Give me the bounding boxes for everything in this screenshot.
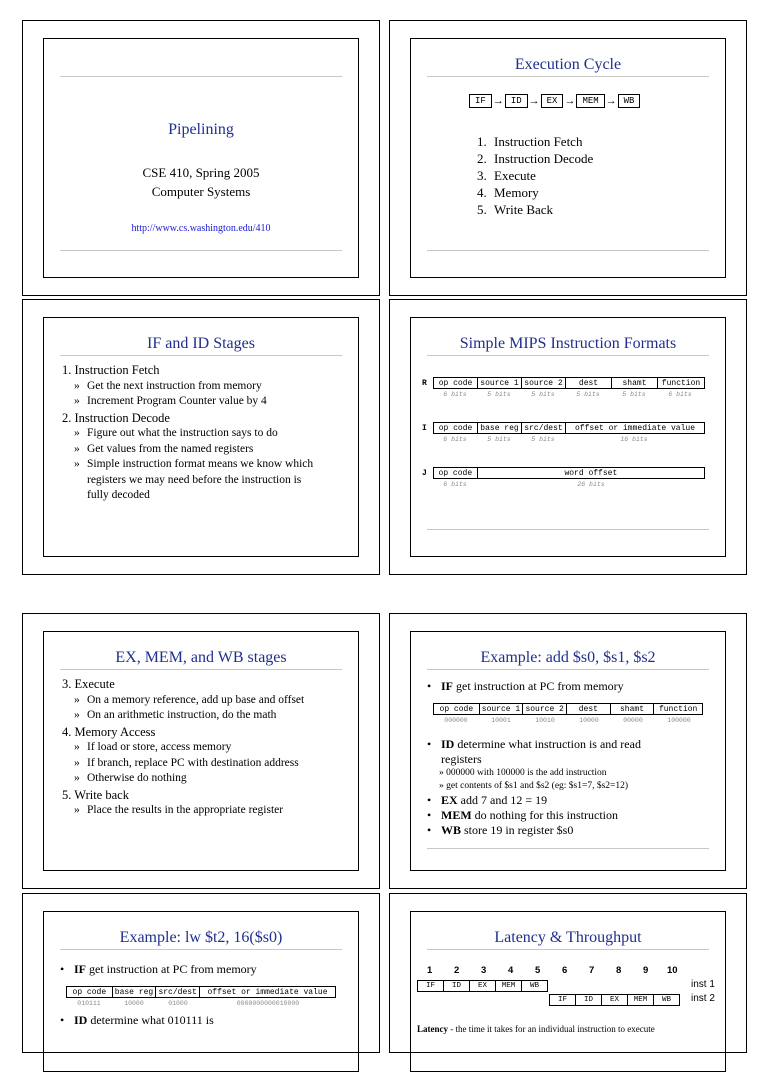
- slide-if-id-stages: [22, 299, 380, 575]
- stage-cell: WB: [653, 994, 680, 1006]
- stage-list: [477, 133, 593, 218]
- slide-frame: [410, 317, 726, 557]
- slide-title: IF and ID Stages: [147, 335, 255, 352]
- stage-box: ID: [505, 94, 528, 108]
- stage-box: MEM: [576, 94, 604, 108]
- stage-cell: MEM: [495, 980, 522, 992]
- field-cell: source 1: [478, 378, 522, 388]
- stage-box: IF: [469, 94, 492, 108]
- inst1-label: inst 1: [691, 979, 715, 990]
- slide-title: Example: add $s0, $s1, $s2: [480, 649, 656, 666]
- divider: [427, 250, 709, 251]
- stage-box: WB: [618, 94, 641, 108]
- field-cell: offset or immediate value: [574, 424, 696, 433]
- list-item: 1. Instruction Fetch: [477, 134, 583, 149]
- slide-frame: [43, 631, 359, 871]
- latency-definition: Latency - the time it takes for an individual instruction to execute: [417, 1024, 655, 1034]
- field-cell: function: [658, 705, 698, 714]
- stage-box: EX: [541, 94, 564, 108]
- list-item: 5. Write Back: [477, 202, 554, 217]
- if-bullet: • IF get instruction at PC from memory: [60, 962, 257, 976]
- divider: [427, 76, 709, 77]
- divider: [60, 76, 342, 77]
- list-item: » Increment Program Counter value by 4: [74, 395, 267, 407]
- stage-cell: IF: [417, 980, 444, 992]
- list-item: 2. Instruction Decode: [477, 151, 594, 166]
- stage-cell: EX: [601, 994, 628, 1006]
- lw-instruction-table: [66, 986, 336, 998]
- divider: [60, 250, 342, 251]
- binary-values: 010111 10000 01000 0000000000010000: [77, 1000, 300, 1007]
- inst2-pipeline-row: [550, 994, 680, 1006]
- field-cell: dest: [567, 704, 611, 714]
- slide-title: Latency & Throughput: [494, 929, 642, 946]
- list-heading: 5. Write back: [62, 787, 129, 802]
- list-item: » On an arithmetic instruction, do the math: [74, 709, 277, 721]
- field-cell: op code: [434, 704, 480, 714]
- slide-pipelining: [22, 20, 380, 296]
- list-item-continued: fully decoded: [87, 489, 150, 501]
- field-cell: op code: [67, 987, 113, 997]
- stage-cell: MEM: [627, 994, 654, 1006]
- slide-title: Execution Cycle: [514, 56, 622, 73]
- field-cell: dest: [566, 378, 612, 388]
- list-item: 3. Execute: [477, 168, 536, 183]
- course-subtitle: Computer Systems: [151, 184, 251, 199]
- list-item: » If load or store, access memory: [74, 741, 232, 753]
- slide-title: Pipelining: [168, 121, 234, 138]
- field-cell: source 1: [480, 704, 524, 714]
- pipeline-diagram: [469, 94, 640, 108]
- content-list: [62, 362, 348, 504]
- slide-title: Simple MIPS Instruction Formats: [459, 335, 677, 352]
- binary-values: 000000 10001 10010 10000 00000 100000: [444, 717, 691, 724]
- content-list: [62, 676, 348, 819]
- list-heading: 3. Execute: [62, 677, 115, 691]
- field-cell: shamt: [612, 378, 658, 388]
- course-url-link[interactable]: http://www.cs.washington.edu/410: [131, 223, 271, 234]
- stage-cell: EX: [469, 980, 496, 992]
- slide-latency-throughput: [389, 893, 747, 1053]
- stage-cell: ID: [443, 980, 470, 992]
- slide-frame: [410, 631, 726, 871]
- list-item: » If branch, replace PC with destination address: [74, 756, 299, 769]
- field-cell: shamt: [611, 704, 655, 714]
- slide-frame: [43, 38, 359, 278]
- stage-cell: WB: [521, 980, 548, 992]
- list-item: » Figure out what the instruction says to do: [74, 427, 278, 439]
- divider: [427, 848, 709, 849]
- field-cell: function: [661, 379, 701, 388]
- divider: [60, 669, 342, 670]
- slide-title: Example: lw $t2, 16($s0): [119, 929, 283, 946]
- slide-example-add: [389, 613, 747, 889]
- field-cell: source 2: [523, 704, 567, 714]
- stage-cell: IF: [549, 994, 576, 1006]
- stage-cell: ID: [575, 994, 602, 1006]
- inst2-label: inst 2: [691, 993, 715, 1004]
- slide-example-lw: [22, 893, 380, 1053]
- list-heading: 1. Instruction Fetch: [62, 363, 160, 377]
- format-label-j: J: [422, 469, 427, 478]
- divider: [427, 949, 709, 950]
- arrow-icon: →: [605, 95, 617, 107]
- arrow-icon: →: [528, 95, 540, 107]
- list-item: 4. Memory: [477, 185, 539, 200]
- divider: [60, 949, 342, 950]
- slide-frame: [43, 911, 359, 1072]
- field-cell: src/dest: [522, 423, 566, 433]
- divider: [427, 355, 709, 356]
- inst1-pipeline-row: [418, 980, 548, 992]
- format-label-r: R: [422, 379, 427, 388]
- i-format-table: [433, 422, 705, 434]
- list-heading: 2. Instruction Decode: [62, 410, 170, 425]
- field-cell: op code: [434, 468, 478, 478]
- slide-execution-cycle: [389, 20, 747, 296]
- list-item: » On a memory reference, add up base and offset: [74, 693, 305, 706]
- list-item: » Get the next instruction from memory: [74, 379, 262, 392]
- bit-widths: 6 bits 5 bits 5 bits 16 bits: [443, 436, 648, 443]
- list-item: » Simple instruction format means we know which: [74, 458, 314, 470]
- slide-frame: [43, 317, 359, 557]
- field-cell: offset or immediate value: [207, 988, 328, 997]
- id-bullet: • ID determine what 010111 is: [60, 1013, 214, 1027]
- format-label-i: I: [422, 424, 427, 433]
- list-item: » Otherwise do nothing: [74, 772, 187, 784]
- slide-frame: [410, 38, 726, 278]
- arrow-icon: →: [564, 95, 576, 107]
- field-cell: src/dest: [156, 987, 200, 997]
- arrow-icon: →: [492, 95, 504, 107]
- add-instruction-table: [433, 703, 703, 715]
- slide-frame: Latency & Throughput 1 2 3 4 5 6 7 8 9 10 IF ID EX MEM WB inst 1 IF ID EX MEM WB inst 2 Latency - the time it takes for an individual instruction to execute: [410, 911, 726, 1072]
- slide-mips-formats: [389, 299, 747, 575]
- field-cell: op code: [434, 378, 478, 388]
- field-cell: op code: [434, 423, 478, 433]
- divider: [60, 355, 342, 356]
- list-item: » Get values from the named registers: [74, 442, 254, 455]
- list-heading: 4. Memory Access: [62, 724, 156, 739]
- bit-widths: 6 bits 5 bits 5 bits 5 bits 5 bits 6 bits: [443, 391, 692, 398]
- field-cell: word offset: [564, 469, 618, 478]
- field-cell: base reg: [113, 987, 157, 997]
- divider: [427, 529, 709, 530]
- id-bullet: • ID determine what instruction is and read registers » 000000 with 100000 is the add instruction » get contents of $s1 and $s2 (eg: $s1=7, $s2=12) • EX add 7 and 12 = 19 • MEM do nothing for this instruction • WB store 19 in register $s0: [427, 737, 641, 837]
- if-bullet: • IF get instruction at PC from memory: [427, 679, 624, 693]
- field-cell: base reg: [478, 423, 522, 433]
- j-format-table: [433, 467, 705, 479]
- r-format-table: [433, 377, 705, 389]
- slide-title: EX, MEM, and WB stages: [115, 649, 287, 666]
- divider: [427, 669, 709, 670]
- slide-ex-mem-wb: [22, 613, 380, 889]
- course-line: CSE 410, Spring 2005: [142, 165, 260, 180]
- list-item-continued: registers we may need before the instruction is: [87, 473, 302, 486]
- field-cell: source 2: [522, 378, 566, 388]
- bit-widths: 6 bits 26 bits: [443, 481, 605, 488]
- list-item: » Place the results in the appropriate register: [74, 804, 284, 816]
